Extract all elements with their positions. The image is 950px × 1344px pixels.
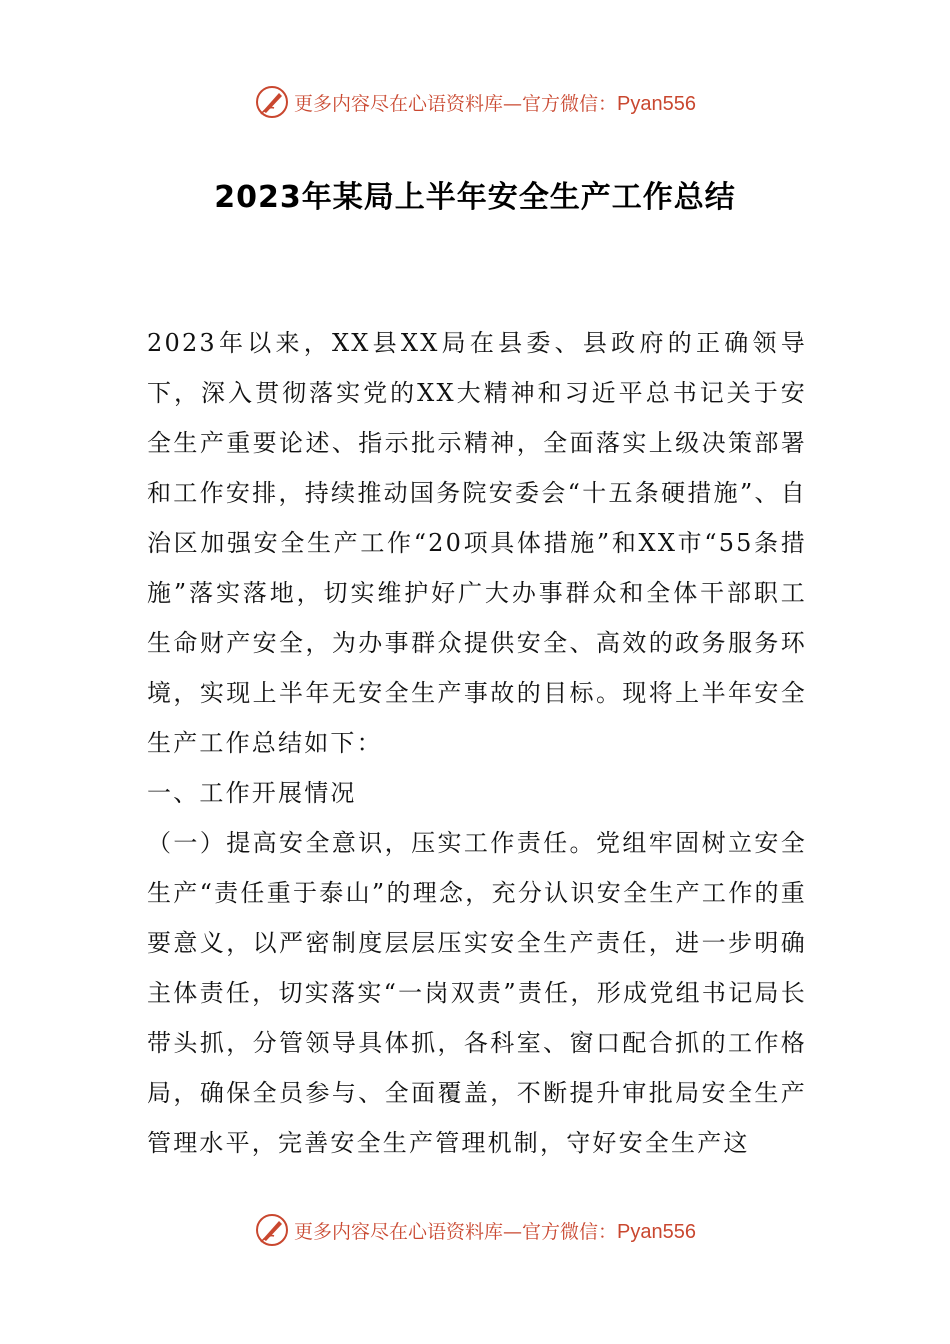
banner-wechat-label: 官方微信： [522,1220,618,1243]
banner-wechat-id: Pyan556 [617,1220,696,1243]
banner-slogan: 更多内容尽在心语资料库 [294,92,504,115]
paragraph-intro: 2023年以来，XX县XX局在县委、县政府的正确领导下，深入贯彻落实党的XX大精神和习近平总书记关于安全生产重要论述、指示批示精神，全面落实上级决策部署和工作安排，持续推动国务院安委会“十五条硬措施”、自治区加强安全生产工作“20项具体措施”和XX市“55条措施”落实落地，切实维护好广大办事群众和全体干部职工生命财产安全，为办事群众提供安全、高效的政务服务环境，实现上半年无安全生产事故的目标。现将上半年安全生产工作总结如下： [147,329,807,757]
banner-slogan: 更多内容尽在心语资料库 [294,1220,504,1243]
section-heading: 一、工作开展情况 [147,779,357,807]
document-title: 2023年某局上半年安全生产工作总结 [214,180,736,215]
quill-logo-icon [254,84,290,120]
quill-logo-icon [254,1212,290,1248]
banner-separator: — [503,1220,523,1243]
footer-banner [0,1210,950,1250]
header-banner [0,82,950,122]
banner-text [294,1217,696,1244]
paragraph-section-1: （一）提高安全意识，压实工作责任。党组牢固树立安全生产“责任重于泰山”的理念，充分认识安全生产工作的重要意义，以严密制度层层压实安全生产责任，进一步明确主体责任，切实落实“一岗双责”责任，形成党组书记局长带头抓，分管领导具体抓，各科室、窗口配合抓的工作格局，确保全员参与、全面覆盖，不断提升审批局安全生产管理水平，完善安全生产管理机制，守好安全生产这 [147,829,807,1157]
banner-wechat-label: 官方微信： [522,92,618,115]
banner-separator: — [503,92,523,115]
banner-text [294,89,696,116]
document-body [147,318,807,1168]
banner-wechat-id: Pyan556 [617,92,696,115]
